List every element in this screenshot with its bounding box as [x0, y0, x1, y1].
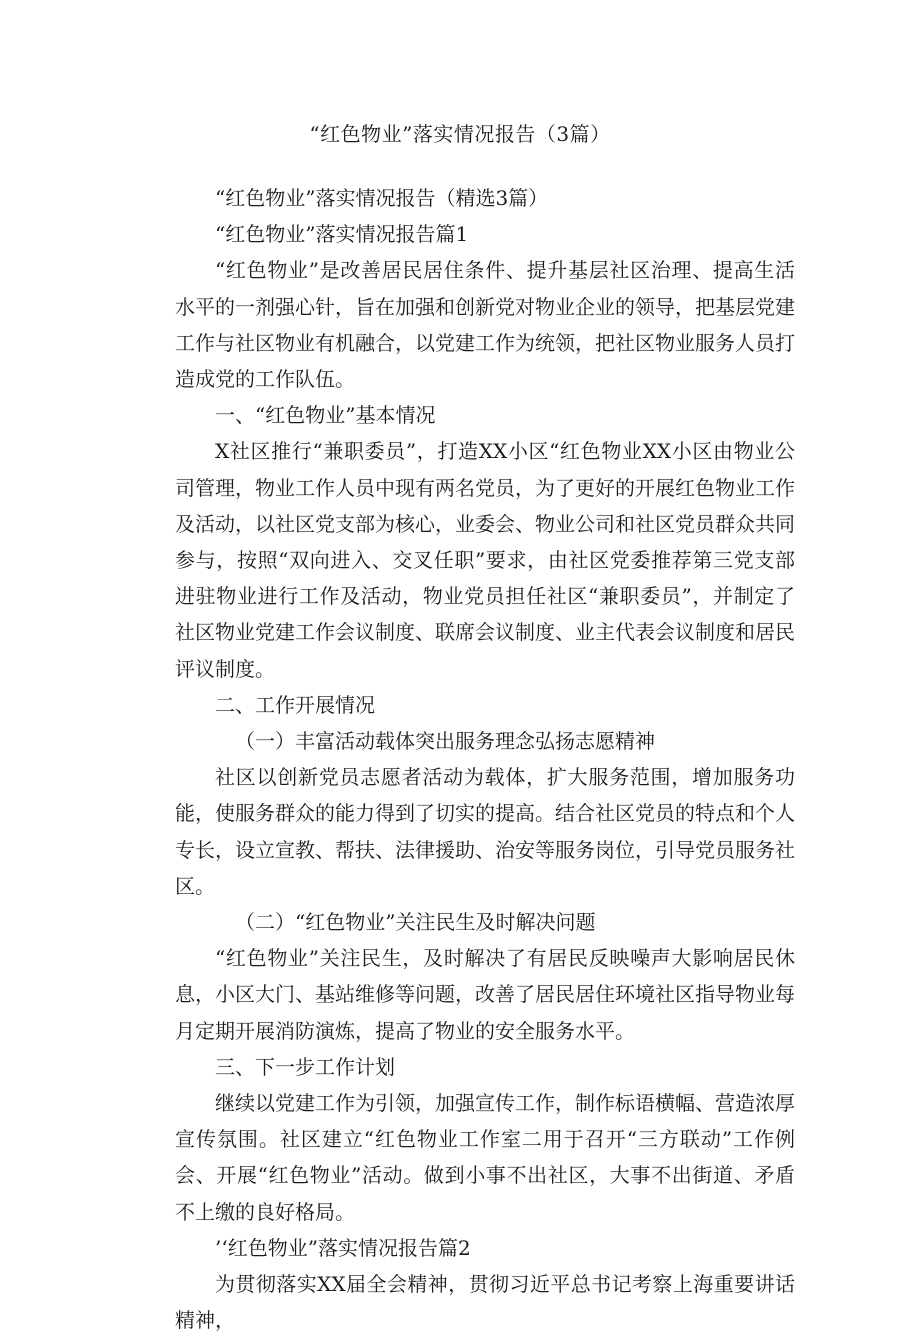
section2-subheading-1: （一）丰富活动载体突出服务理念弘扬志愿精神 — [235, 729, 655, 754]
part2-heading: ’‘红色物业”落实情况报告篇2 — [215, 1235, 471, 1260]
intro-paragraph: “红色物业”是改善居民居住条件、提升基层社区治理、提高生活水平的一剂强心针，旨在加强和创新党对物业企业的领导，把基层党建工作与社区物业有机融合，以党建工作为统领，把社区物业服务人员打造成党的工作队伍。 — [175, 258, 795, 392]
section1-paragraph: X社区推行“兼职委员”，打造XX小区“红色物业XX小区由物业公司管理，物业工作人员中现有两名党员，为了更好的开展红色物业工作及活动，以社区党支部为核心，业委会、物业公司和社区党员群众共同参与，按照“双向进入、交叉任职”要求，由社区党委推荐第三党支部进驻物业进行工作及活动，物业党员担任社区“兼职委员”，并制定了社区物业党建工作会议制度、联席会议制度、业主代表会议制度和居民评议制度。 — [175, 439, 795, 681]
section2-heading: 二、工作开展情况 — [215, 692, 375, 717]
section3-heading: 三、下一步工作计划 — [215, 1054, 395, 1079]
part2-paragraph: 为贯彻落实XX届全会精神，贯彻习近平总书记考察上海重要讲话精神， — [175, 1272, 795, 1333]
part1-heading: “红色物业”落实情况报告篇1 — [215, 222, 469, 247]
section2-subheading-2: （二）“红色物业”关注民生及时解决问题 — [235, 910, 596, 935]
section1-heading: 一、“红色物业”基本情况 — [215, 403, 436, 428]
section2-paragraph-1: 社区以创新党员志愿者活动为载体，扩大服务范围，增加服务功能，使服务群众的能力得到了切实的提高。结合社区党员的特点和个人专长，设立宣教、帮扶、法律援助、治安等服务岗位，引导党员服务社区。 — [175, 765, 795, 898]
section2-paragraph-2: “红色物业”关注民生，及时解决了有居民反映噪声大影响居民休息，小区大门、基站维修等问题，改善了居民居住环境社区指导物业每月定期开展消防演炼，提高了物业的安全服务水平。 — [175, 946, 795, 1043]
section3-paragraph: 继续以党建工作为引领，加强宣传工作，制作标语横幅、营造浓厚宣传氛围。社区建立“红色物业工作室二用于召开“三方联动”工作例会、开展“红色物业”活动。做到小事不出社区，大事不出街道、矛盾不上缴的良好格局。 — [175, 1091, 795, 1224]
document-title: “红色物业”落实情况报告（3篇） — [309, 122, 611, 146]
document-subtitle: “红色物业”落实情况报告（精选3篇） — [215, 186, 549, 210]
document-body — [175, 180, 795, 1339]
